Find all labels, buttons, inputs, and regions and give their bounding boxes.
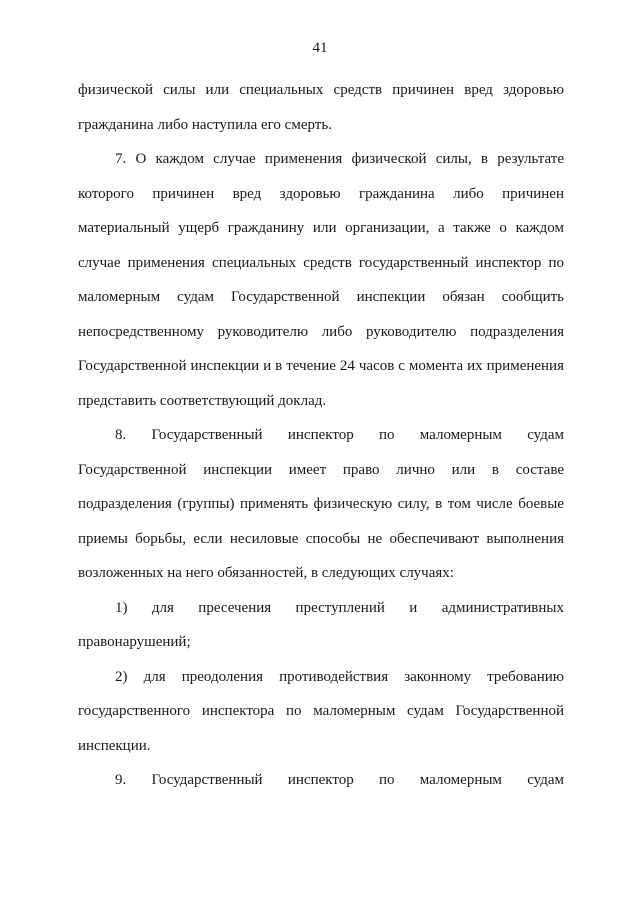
paragraph-item-7: 7. О каждом случае применения физической силы, в результате которого причинен вред здоровью гражданина либо причинен материальный ущерб гражданину или организации, а также о каждом случае применения специальных средств государственный инспектор по маломерным судам Государственной инспекции обязан сообщить непосредственному руководителю либо руководителю подразделения Государственной инспекции и в течение 24 часов с момента их применения представить соответствующий доклад. [78,151,564,409]
page-number: 41 [312,40,328,56]
paragraph-subitem-2: 2) для преодоления противодействия законному требованию государственного инспектора по маломерным судам Государственной инспекции. [78,668,564,754]
paragraph-subitem-1: 1) для пресечения преступлений и административных правонарушений; [78,599,564,650]
paragraph-item-9: 9. Государственный инспектор по маломерным судам [115,772,564,788]
document-body [78,73,564,798]
paragraph-item-8: 8. Государственный инспектор по маломерным судам Государственной инспекции имеет право лично или в составе подразделения (группы) применять физическую силу, в том числе боевые приемы борьбы, если несиловые способы не обеспечивают выполнения возложенных на него обязанностей, в следующих случаях: [78,427,564,581]
paragraph-continuation: физической силы или специальных средств причинен вред здоровью гражданина либо наступила его смерть. [78,82,564,133]
